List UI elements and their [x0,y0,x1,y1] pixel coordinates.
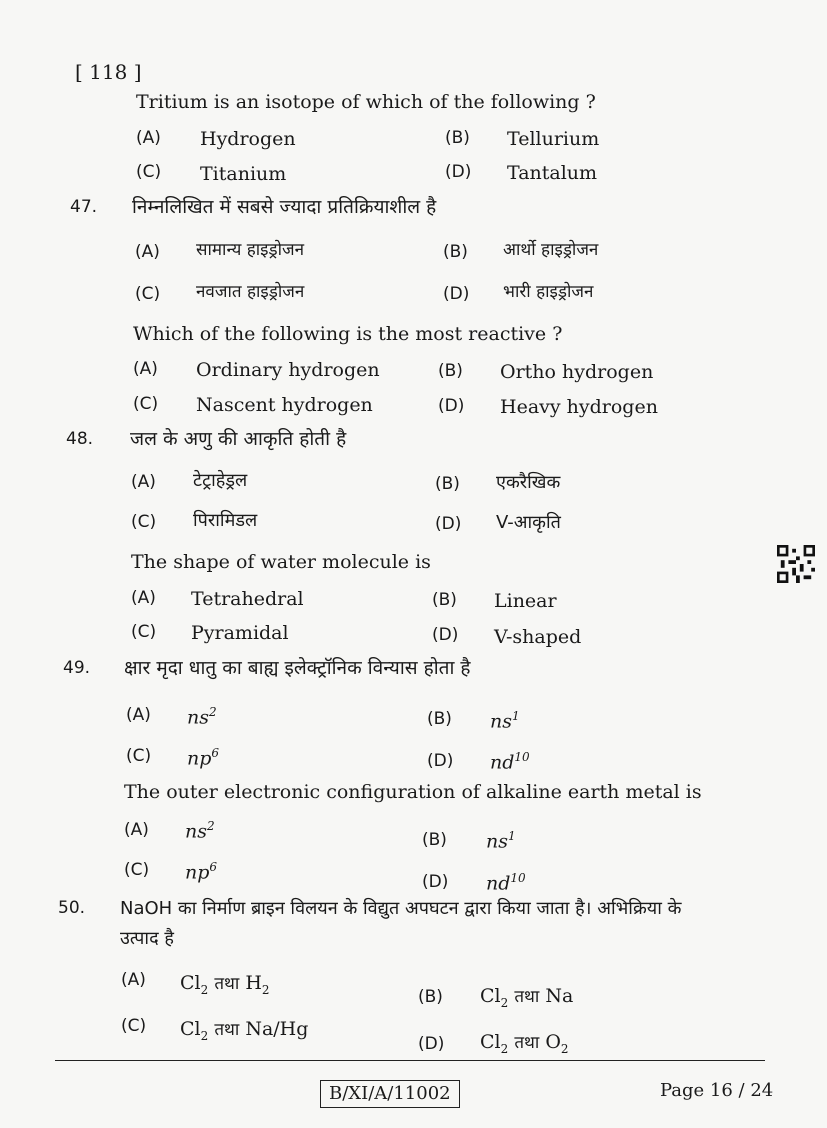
q50-option-b-label: (B) [418,987,443,1007]
q47-number: 47. [70,197,98,217]
q48-en-option-b: Linear [494,590,557,612]
q48-hi-option-b-label: (B) [435,474,460,494]
q47-question-hi: निम्नलिखित में सबसे ज्यादा प्रतिक्रियाशील है [132,196,437,218]
q48-en-option-b-label: (B) [432,590,457,610]
q47-en-option-c: Nascent hydrogen [196,394,373,416]
q46-option-b-label: (B) [445,128,470,148]
q50-number: 50. [58,898,86,918]
q48-hi-option-a-label: (A) [131,472,156,492]
q47-hi-option-c-label: (C) [135,284,161,304]
q46-option-d-label: (D) [445,162,472,182]
q49-en-option-c-label: (C) [124,860,150,880]
q47-en-option-b: Ortho hydrogen [500,361,654,383]
q48-en-option-a-label: (A) [131,588,156,608]
q46-option-c: Titanium [200,163,287,185]
q48-en-option-a: Tetrahedral [191,588,304,610]
q49-hi-option-c: $np^6$ [187,746,220,770]
q50-option-b: $Cl_2$ तथा Na [480,985,574,1010]
page-reference: [ 118 ] [75,60,142,84]
q47-en-option-c-label: (C) [133,394,159,414]
q50-question-hi-line2: उत्पाद है [120,928,174,949]
q49-hi-option-d-label: (D) [427,751,454,771]
q49-question-hi: क्षार मृदा धातु का बाह्य इलेक्ट्रॉनिक विन्यास होता है [124,657,471,679]
q47-question-en: Which of the following is the most reactive ? [133,323,563,345]
qr-code-icon [776,545,816,583]
q48-en-option-c: Pyramidal [191,622,289,644]
q46-option-b: Tellurium [507,128,600,150]
q46-option-a-label: (A) [136,128,161,148]
q49-hi-option-c-label: (C) [126,746,152,766]
q47-en-option-a-label: (A) [133,359,158,379]
footer-divider [55,1060,765,1061]
q47-hi-option-d: भारी हाइड्रोजन [503,282,594,302]
q46-question-en: Tritium is an isotope of which of the following ? [136,91,596,113]
q47-en-option-d-label: (D) [438,396,465,416]
q49-hi-option-b-label: (B) [427,709,452,729]
paper-code: B/XI/A/11002 [320,1080,460,1108]
q46-option-a: Hydrogen [200,128,296,150]
q49-hi-option-a: $ns^2$ [187,705,217,729]
q47-hi-option-a-label: (A) [135,242,160,262]
q49-en-option-a: $ns^2$ [185,819,215,843]
q48-en-option-d-label: (D) [432,625,459,645]
q47-en-option-b-label: (B) [438,361,463,381]
q48-en-option-c-label: (C) [131,622,157,642]
q49-en-option-d: $nd^{10}$ [486,871,526,895]
q49-en-option-b: $ns^1$ [486,829,516,853]
page-number: Page 16 / 24 [660,1080,774,1101]
q48-hi-option-a: टेट्राहेड्रल [193,470,248,491]
q49-question-en: The outer electronic configuration of alkaline earth metal is [124,781,702,803]
q50-question-hi-line1: NaOH का निर्माण ब्राइन विलयन के विद्युत अपघटन द्वारा किया जाता है। अभिक्रिया के [120,898,682,919]
q49-en-option-d-label: (D) [422,872,449,892]
q47-hi-option-b: आर्थो हाइड्रोजन [503,240,599,260]
q47-en-option-a: Ordinary hydrogen [196,359,380,381]
q47-hi-option-c: नवजात हाइड्रोजन [196,282,305,302]
q47-hi-option-d-label: (D) [443,284,470,304]
q49-hi-option-d: $nd^{10}$ [490,750,530,774]
q49-hi-option-a-label: (A) [126,705,151,725]
q50-option-d-label: (D) [418,1034,445,1054]
q48-en-option-d: V-shaped [494,626,582,648]
q48-hi-option-c: पिरामिडल [193,510,258,531]
q48-number: 48. [66,429,94,449]
q48-question-hi: जल के अणु की आकृति होती है [130,428,347,450]
q49-en-option-b-label: (B) [422,830,447,850]
q50-option-a: $Cl_2$ तथा $H_2$ [180,972,270,997]
q50-option-c-label: (C) [121,1016,147,1036]
q48-hi-option-d: V-आकृति [496,512,561,533]
q49-number: 49. [63,658,91,678]
q46-option-d: Tantalum [507,162,598,184]
q49-en-option-a-label: (A) [124,820,149,840]
q49-hi-option-b: $ns^1$ [490,709,520,733]
q48-hi-option-b: एकरैखिक [496,472,561,493]
q48-question-en: The shape of water molecule is [131,551,431,573]
q49-en-option-c: $np^6$ [185,860,218,884]
q47-en-option-d: Heavy hydrogen [500,396,658,418]
q48-hi-option-d-label: (D) [435,514,462,534]
q46-option-c-label: (C) [136,162,162,182]
q47-hi-option-a: सामान्य हाइड्रोजन [196,240,305,260]
q47-hi-option-b-label: (B) [443,242,468,262]
q50-option-c: $Cl_2$ तथा Na/Hg [180,1018,309,1043]
q48-hi-option-c-label: (C) [131,512,157,532]
q50-option-a-label: (A) [121,970,146,990]
q50-option-d: $Cl_2$ तथा $O_2$ [480,1031,569,1056]
